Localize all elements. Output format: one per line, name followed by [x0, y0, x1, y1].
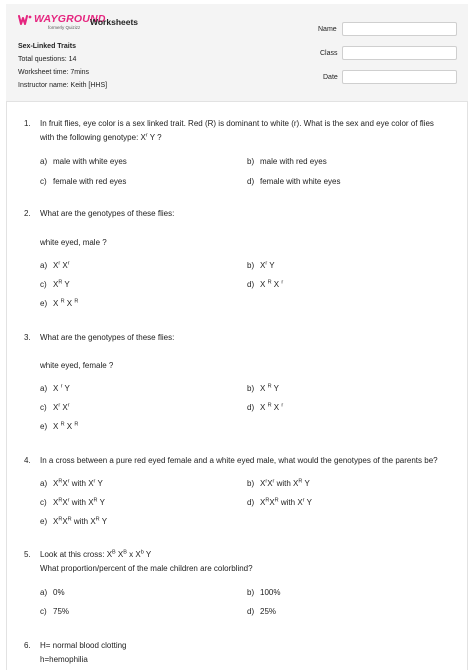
q3-option-d[interactable]: d) X $^R$ X $^r$: [247, 402, 284, 412]
question-text: H= normal blood clotting: [40, 641, 127, 650]
worksheets-title: Worksheets: [90, 17, 139, 27]
q3-option-a[interactable]: a) X $^r$ Y: [40, 383, 70, 393]
q4-option-b[interactable]: b) $X^rX^r$ with $X^R$ Y: [247, 478, 310, 488]
q5-option-d[interactable]: d) 25%: [247, 607, 277, 616]
name-label: Name: [318, 26, 337, 33]
q4-option-d[interactable]: d) $X^RX^R$ with $X^r$ Y: [247, 497, 312, 507]
q5-option-b[interactable]: b) 100%: [247, 588, 281, 597]
question-text-line2: What proportion/percent of the male children are colorblind?: [40, 564, 253, 573]
question-text: What are the genotypes of these flies:: [40, 209, 175, 218]
q1-option-b[interactable]: b) male with red eyes: [247, 157, 327, 166]
q2-option-e[interactable]: e) X $^R$ X $^R$: [40, 298, 79, 308]
question-subtext: white eyed, male ?: [40, 238, 107, 247]
q5-option-c[interactable]: c) 75%: [40, 607, 70, 616]
q2-option-d[interactable]: d) X $^R$ X $^r$: [247, 279, 284, 289]
total-questions: Total questions: 14: [18, 56, 77, 63]
date-label: Date: [323, 74, 338, 81]
wayground-logo-icon: [18, 15, 32, 25]
question-number: 6.: [24, 641, 31, 650]
worksheet-time: Worksheet time: 7mins: [18, 69, 90, 76]
question-number: 1.: [24, 119, 31, 128]
worksheet-meta: [18, 40, 107, 92]
q2-option-c[interactable]: c) $X^R$ Y: [40, 279, 70, 289]
class-label: Class: [320, 50, 338, 57]
question-number: 3.: [24, 333, 31, 342]
question-text: In fruit flies, eye color is a sex linked trait. Red (R) is dominant to white (r). What is the sex and eye color of flies: [40, 119, 434, 128]
q4-option-c[interactable]: c) $X^RX^r$ with $X^R$ Y: [40, 497, 105, 507]
question-subtext: white eyed, female ?: [40, 361, 114, 370]
date-field[interactable]: [342, 70, 457, 84]
question-text-line2: with the following genotype: $X^r$ Y ?: [40, 132, 162, 142]
q1-option-c[interactable]: c) female with red eyes: [40, 177, 127, 186]
q2-option-b[interactable]: b) $X^r$ Y: [247, 260, 275, 270]
logo-wordmark: WAYGROUND: [34, 13, 106, 25]
worksheet-title: Sex-Linked Traits: [18, 43, 76, 50]
q5-option-a[interactable]: a) 0%: [40, 588, 65, 597]
q3-option-e[interactable]: e) X $^R$ X $^R$: [40, 421, 79, 431]
class-field[interactable]: [342, 46, 457, 60]
instructor-name: Instructor name: Keith [HHS]: [18, 82, 108, 89]
name-field[interactable]: [342, 22, 457, 36]
question-number: 2.: [24, 209, 31, 218]
question-text: Look at this cross: $X^B$ $X^B$ x $X^b$ Y: [40, 549, 152, 559]
logo-subtitle: formerly Quizizz: [48, 25, 81, 30]
question-number: 4.: [24, 456, 31, 465]
q4-option-a[interactable]: a) $X^RX^r$ with $X^r$ Y: [40, 478, 103, 488]
question-text: What are the genotypes of these flies:: [40, 333, 175, 342]
q1-option-d[interactable]: d) female with white eyes: [247, 177, 341, 186]
question-text-line2: h=hemophilia: [40, 655, 88, 664]
question-text: In a cross between a pure red eyed female and a white eyed male, what would the genotypes of the parents be?: [40, 456, 438, 465]
q4-option-e[interactable]: e) $X^RX^R$ with $X^R$ Y: [40, 516, 108, 526]
q3-option-b[interactable]: b) X $^R$ Y: [247, 383, 279, 393]
q2-option-a[interactable]: a) $X^r$ $X^r$: [40, 260, 70, 270]
q3-option-c[interactable]: c) $X^r$ $X^r$: [40, 402, 70, 412]
q1-option-a[interactable]: a) male with white eyes: [40, 157, 127, 166]
question-number: 5.: [24, 550, 31, 559]
